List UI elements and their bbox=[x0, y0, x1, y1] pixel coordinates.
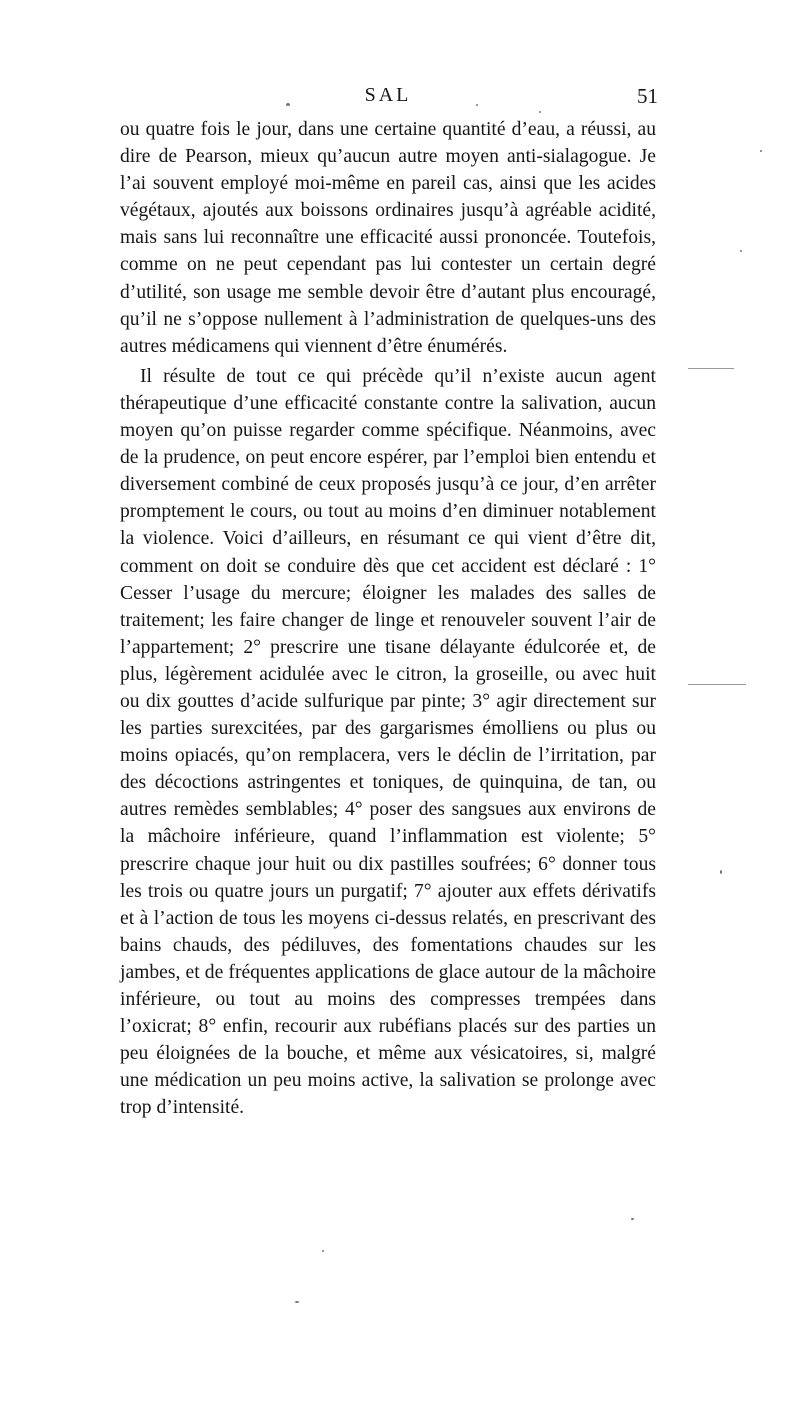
scan-speck bbox=[322, 1250, 324, 1252]
paragraph-continuation: ou quatre fois le jour, dans une certaine quantité d’eau, a réussi, au dire de Pearson, mieux qu’aucun autre moyen anti-sialagogue. Je l’ai souvent employé moi-même en pareil cas, ainsi que les acides végétaux, ajoutés aux boissons ordinaires jusqu’à agréable acidité, mais sans lui reconnaître une efficacité aussi prononcée. Toutefois, comme on ne peut cependant pas lui contester un certain degré d’utilité, son usage me semble devoir être d’autant plus encouragé, qu’il ne s’oppose nullement à l’administration de quelques-uns des autres médicamens qui viennent d’être énumérés. bbox=[120, 119, 656, 357]
page-header bbox=[118, 84, 658, 116]
scan-speck bbox=[295, 1301, 299, 1303]
paragraph-summary: Il résulte de tout ce qui précède qu’il n’existe aucun agent thérapeutique d’une efficacité constante contre la salivation, aucun moyen qu’on puisse regarder comme spécifique. Néanmoins, avec de la prudence, on peut encore espérer, par l’emploi bien entendu et diversement combiné de ceux proposés jusqu’à ce jour, d’en arrêter promptement le cours, ou tout au moins d’en diminuer notablement la violence. Voici d’ailleurs, en résumant ce qui vient d’être dit, comment on doit se conduire dès que cet accident est déclaré : 1° Cesser l’usage du mercure; éloigner les malades des salles de traitement; les faire changer de linge et renouveler souvent l’air de l’appartement; 2° prescrire une tisane délayante édulcorée et, de plus, légèrement acidulée avec le citron, la groseille, ou avec huit ou dix gouttes d’acide sulfurique par pinte; 3° agir directement sur les parties surexcitées, par des gargarismes émolliens ou plus ou moins opiacés, qu’on remplacera, vers le déclin de l’irritation, par des décoctions astringentes et toniques, de quinquina, de tan, ou autres remèdes semblables; 4° poser des sangsues aux environs de la mâchoire inférieure, quand l’inflammation est violente; 5° prescrire chaque jour huit ou dix pastilles soufrées; 6° donner tous les trois ou quatre jours un purgatif; 7° ajouter aux effets dérivatifs et à l’action de tous les moyens ci-dessus relatés, en prescrivant des bains chauds, des pédiluves, des fomentations chaudes sur les jambes, et de fréquentes applications de glace autour de la mâchoire inférieure, ou tout au moins des compresses trempées dans l’oxicrat; 8° enfin, recourir aux rubéfians placés sur des parties un peu éloignées de la bouche, et même aux vésicatoires, si, malgré une médication un peu moins active, la salivation se prolonge avec trop d’intensité. bbox=[120, 365, 656, 1119]
scan-speck bbox=[740, 250, 742, 252]
scan-speck bbox=[720, 870, 722, 874]
scan-speck bbox=[286, 103, 290, 106]
scan-speck bbox=[539, 111, 541, 113]
scan-margin-mark bbox=[688, 684, 746, 685]
page-number: 51 bbox=[637, 84, 658, 108]
scan-speck bbox=[760, 150, 762, 152]
scan-speck bbox=[631, 1218, 634, 1220]
scan-margin-mark bbox=[688, 368, 734, 369]
running-head: SAL bbox=[364, 84, 412, 106]
body-text bbox=[120, 116, 656, 1121]
scan-speck bbox=[476, 104, 478, 106]
